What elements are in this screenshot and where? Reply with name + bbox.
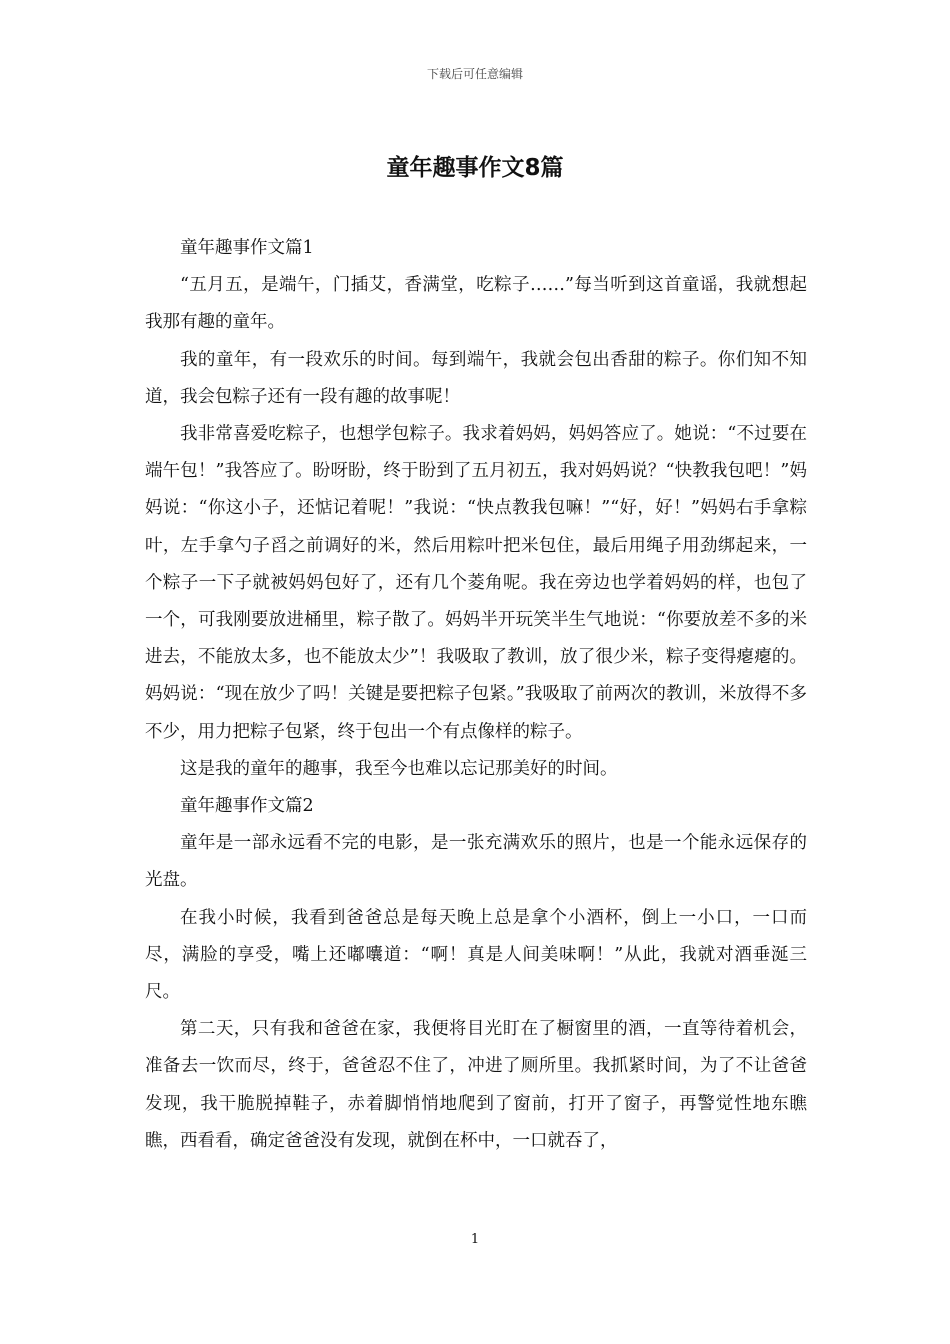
paragraph: 第二天，只有我和爸爸在家，我便将目光盯在了橱窗里的酒，一直等待着机会，准备去一饮而尽，终于，爸爸忍不住了，冲进了厕所里。我抓紧时间，为了不让爸爸发现，我干脆脱掉鞋子，赤着脚悄悄地爬到了窗前，打开了窗子，再警觉性地东瞧瞧，西看看，确定爸爸没有发现，就倒在杯中，一口就吞了， — [145, 1019, 807, 1151]
paragraph: 童年是一部永远看不完的电影，是一张充满欢乐的照片，也是一个能永远保存的光盘。 — [145, 833, 807, 891]
paragraph: “五月五，是端午，门插艾，香满堂，吃粽子……”每当听到这首童谣，我就想起我那有趣的童年。 — [145, 275, 807, 333]
document-body — [145, 230, 807, 1160]
section-heading: 童年趣事作文篇2 — [180, 796, 314, 817]
section-heading: 童年趣事作文篇1 — [180, 238, 314, 258]
page-header: 下载后可任意编辑 — [426, 67, 523, 81]
page-number: 1 — [470, 1232, 480, 1247]
paragraph: 我非常喜爱吃粽子，也想学包粽子。我求着妈妈，妈妈答应了。她说：“不过要在端午包！”我答应了。盼呀盼，终于盼到了五月初五，我对妈妈说？“快教我包吧！”妈妈说：“你这小子，还惦记着呢！”我说：“快点教我包嘛！”“好，好！”妈妈右手拿粽叶，左手拿勺子舀之前调好的米，然后用粽叶把米包住，最后用绳子用劲绑起来，一个粽子一下子就被妈妈包好了，还有几个菱角呢。我在旁边也学着妈妈的样，也包了一个，可我刚要放进桶里，粽子散了。妈妈半开玩笑半生气地说：“你要放差不多的米进去，不能放太多，也不能放太少”！我吸取了教训，放了很少米，粽子变得瘪瘪的。妈妈说：“现在放少了吗！关键是要把粽子包紧。”我吸取了前两次的教训，米放得不多不少，用力把粽子包紧，终于包出一个有点像样的粽子。 — [145, 424, 807, 742]
paragraph: 我的童年，有一段欢乐的时间。每到端午，我就会包出香甜的粽子。你们知不知道，我会包粽子还有一段有趣的故事呢！ — [145, 349, 807, 407]
paragraph: 在我小时候，我看到爸爸总是每天晚上总是拿个小酒杯，倒上一小口，一口而尽，满脸的享受，嘴上还嘟囔道：“啊！真是人间美味啊！”从此，我就对酒垂涎三尺。 — [145, 907, 807, 1003]
paragraph: 这是我的童年的趣事，我至今也难以忘记那美好的时间。 — [180, 758, 618, 779]
document-title: 童年趣事作文8篇 — [386, 155, 564, 181]
